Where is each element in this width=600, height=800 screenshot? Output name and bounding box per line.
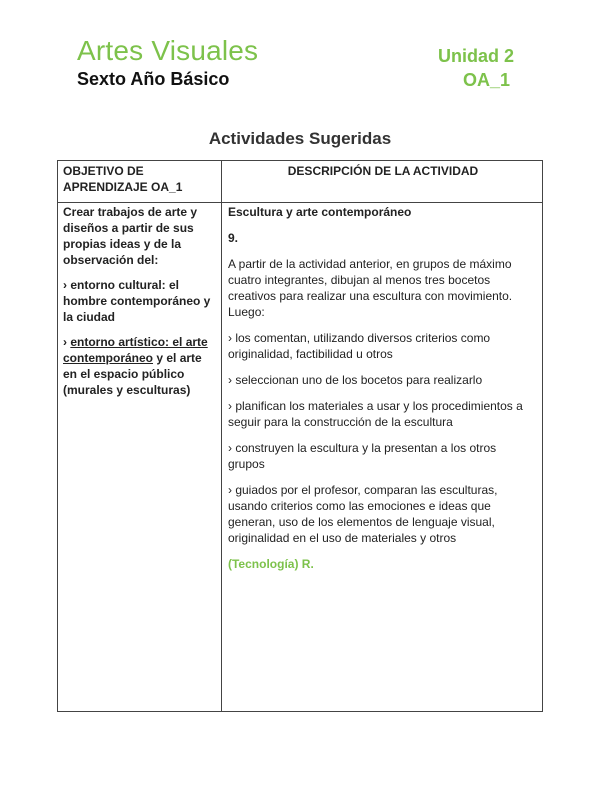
- column-divider: [221, 161, 222, 711]
- section-title: Actividades Sugeridas: [208, 129, 392, 148]
- activity-intro: A partir de la actividad anterior, en grupos de máximo cuatro integrantes, dibujan al menos tres bocetos creativos para realizar una escultura con movimiento. Luego:: [228, 257, 513, 319]
- objective-cell: [63, 204, 215, 407]
- subject-link-note: (Tecnología) R.: [228, 557, 314, 571]
- description-column-header: DESCRIPCIÓN DE LA ACTIVIDAD: [287, 164, 479, 178]
- objective-item-cultural: › entorno cultural: el hombre contemporáneo y la ciudad: [63, 278, 211, 324]
- activity-step: › construyen la escultura y la presentan a los otros grupos: [228, 441, 497, 471]
- objective-column-header: OBJETIVO DE APRENDIZAJE OA_1: [63, 164, 183, 194]
- objective-intro: Crear trabajos de arte y diseños a partir de sus propias ideas y de la observación del:: [63, 205, 198, 267]
- activity-step: › seleccionan uno de los bocetos para realizarlo: [228, 373, 483, 387]
- document-title: Artes Visuales: [77, 35, 259, 66]
- objective-item-artistic: [63, 334, 215, 398]
- activity-step: › los comentan, utilizando diversos criterios como originalidad, factibilidad u otros: [228, 331, 491, 361]
- oa-label: OA_1: [462, 70, 510, 90]
- activity-step: › guiados por el profesor, comparan las esculturas, usando criterios como las emociones e ideas que generan, uso de los elementos de lenguaje visual, originalidad en el uso de materiales y otros: [228, 483, 498, 545]
- activity-heading: Escultura y arte contemporáneo: [228, 205, 412, 219]
- objective-item-artistic-prefix: ›: [63, 335, 71, 349]
- objective-item-artistic-suffix: y el arte en el espacio público (murales y esculturas): [63, 351, 202, 397]
- header-row-divider: [58, 202, 542, 203]
- description-cell: [228, 204, 534, 582]
- unit-label: Unidad 2: [437, 46, 514, 66]
- activity-step: › planifican los materiales a usar y los procedimientos a seguir para la construcción de la escultura: [228, 399, 523, 429]
- objective-item-artistic-underlined: entorno artístico: el arte contemporáneo: [63, 335, 208, 365]
- activity-table: [57, 160, 543, 712]
- document-subtitle: Sexto Año Básico: [77, 69, 230, 89]
- activity-number: 9.: [228, 231, 239, 245]
